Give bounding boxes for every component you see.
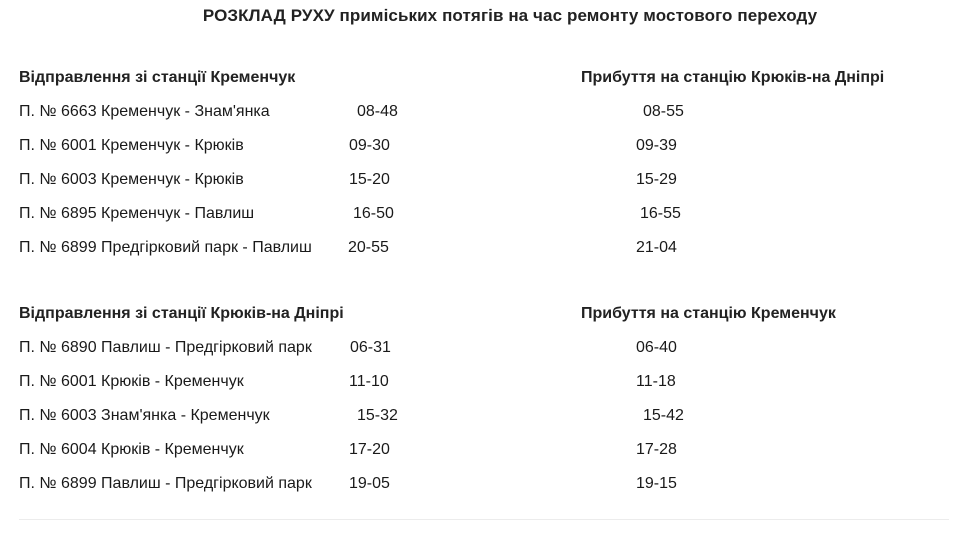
train-row <box>0 239 960 273</box>
arrival-time: 15-42 <box>643 407 684 424</box>
train-row <box>0 205 960 239</box>
train-name: П. № 6003 Знам'янка - Кременчук <box>19 407 270 424</box>
departure-time: 19-05 <box>349 475 390 492</box>
train-row <box>0 137 960 171</box>
train-name: П. № 6899 Предгірковий парк - Павлиш <box>19 239 312 256</box>
train-row <box>0 407 960 441</box>
arrival-time: 15-29 <box>636 171 677 188</box>
arrival-time: 19-15 <box>636 475 677 492</box>
departure-header: Відправлення зі станції Кременчук <box>19 69 296 86</box>
train-name: П. № 6004 Крюків - Кременчук <box>19 441 244 458</box>
section-header <box>0 69 960 93</box>
departure-header: Відправлення зі станції Крюків-на Дніпрі <box>19 305 344 322</box>
page-title: РОЗКЛАД РУХУ приміських потягів на час ремонту мостового переходу <box>202 6 818 25</box>
train-row <box>0 339 960 373</box>
train-name: П. № 6001 Крюків - Кременчук <box>19 373 244 390</box>
departure-time: 20-55 <box>348 239 389 256</box>
train-name: П. № 6663 Кременчук - Знам'янка <box>19 103 270 120</box>
departure-time: 15-20 <box>349 171 390 188</box>
train-list <box>0 103 960 273</box>
arrival-time: 08-55 <box>643 103 684 120</box>
departure-time: 09-30 <box>349 137 390 154</box>
schedule-section-kremenchuk-departures <box>0 69 960 273</box>
train-row <box>0 441 960 475</box>
arrival-time: 16-55 <box>640 205 681 222</box>
train-list <box>0 339 960 509</box>
train-name: П. № 6895 Кременчук - Павлиш <box>19 205 255 222</box>
arrival-time: 11-18 <box>636 373 676 390</box>
train-row <box>0 171 960 205</box>
arrival-time: 09-39 <box>636 137 677 154</box>
train-row <box>0 103 960 137</box>
arrival-time: 21-04 <box>636 239 677 256</box>
train-name: П. № 6003 Кременчук - Крюків <box>19 171 244 188</box>
train-row <box>0 475 960 509</box>
train-row <box>0 373 960 407</box>
arrival-time: 17-28 <box>636 441 677 458</box>
departure-time: 11-10 <box>349 373 389 390</box>
arrival-header: Прибуття на станцію Крюків-на Дніпрі <box>581 69 885 86</box>
departure-time: 08-48 <box>357 103 398 120</box>
section-header <box>0 305 960 329</box>
schedule-section-kryukiv-departures <box>0 305 960 509</box>
train-name: П. № 6001 Кременчук - Крюків <box>19 137 244 154</box>
arrival-header: Прибуття на станцію Кременчук <box>581 305 836 322</box>
train-name: П. № 6899 Павлиш - Предгірковий парк <box>19 475 312 492</box>
departure-time: 17-20 <box>349 441 390 458</box>
departure-time: 15-32 <box>357 407 398 424</box>
arrival-time: 06-40 <box>636 339 677 356</box>
train-name: П. № 6890 Павлиш - Предгірковий парк <box>19 339 312 356</box>
divider <box>19 519 949 520</box>
departure-time: 06-31 <box>350 339 391 356</box>
departure-time: 16-50 <box>353 205 394 222</box>
